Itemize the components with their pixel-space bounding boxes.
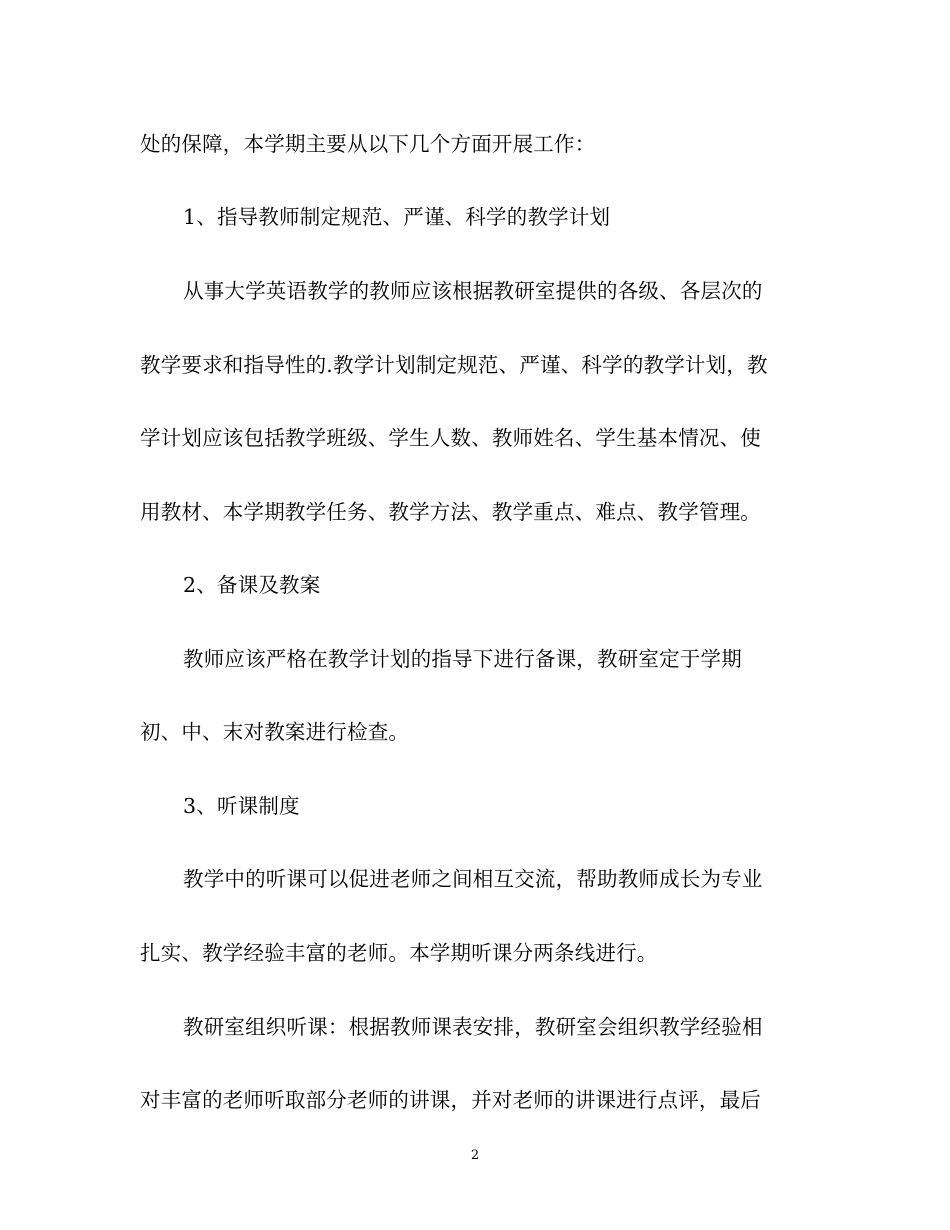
text-line-13: 教研室组织听课：根据教师课表安排，教研室会组织教学经验相 [183,1015,763,1039]
text-line-3: 从事大学英语教学的教师应该根据教研室提供的各级、各层次的 [183,279,763,303]
text-line-8: 教师应该严格在教学计划的指导下进行备课，教研室定于学期 [183,647,742,671]
text-line-5: 学计划应该包括教学班级、学生人数、教师姓名、学生基本情况、使 [140,426,761,450]
text-line-1: 处的保障，本学期主要从以下几个方面开展工作： [140,132,596,156]
text-line-9: 初、中、末对教案进行检查。 [140,720,410,744]
text-line-14: 对丰富的老师听取部分老师的讲课，并对老师的讲课进行点评，最后 [140,1088,761,1112]
section-heading-3: 3、听课制度 [183,794,300,818]
page-number: 2 [470,1148,480,1163]
text-line-4: 教学要求和指导性的.教学计划制定规范、严谨、科学的教学计划，教 [140,353,768,377]
text-line-12: 扎实、教学经验丰富的老师。本学期听课分两条线进行。 [140,941,658,965]
section-heading-2: 2、备课及教案 [183,573,321,597]
section-heading-1: 1、指导教师制定规范、严谨、科学的教学计划 [183,205,611,229]
text-line-11: 教学中的听课可以促进老师之间相互交流，帮助教师成长为专业 [183,867,763,891]
text-line-6: 用教材、本学期教学任务、教学方法、教学重点、难点、教学管理。 [140,500,761,524]
